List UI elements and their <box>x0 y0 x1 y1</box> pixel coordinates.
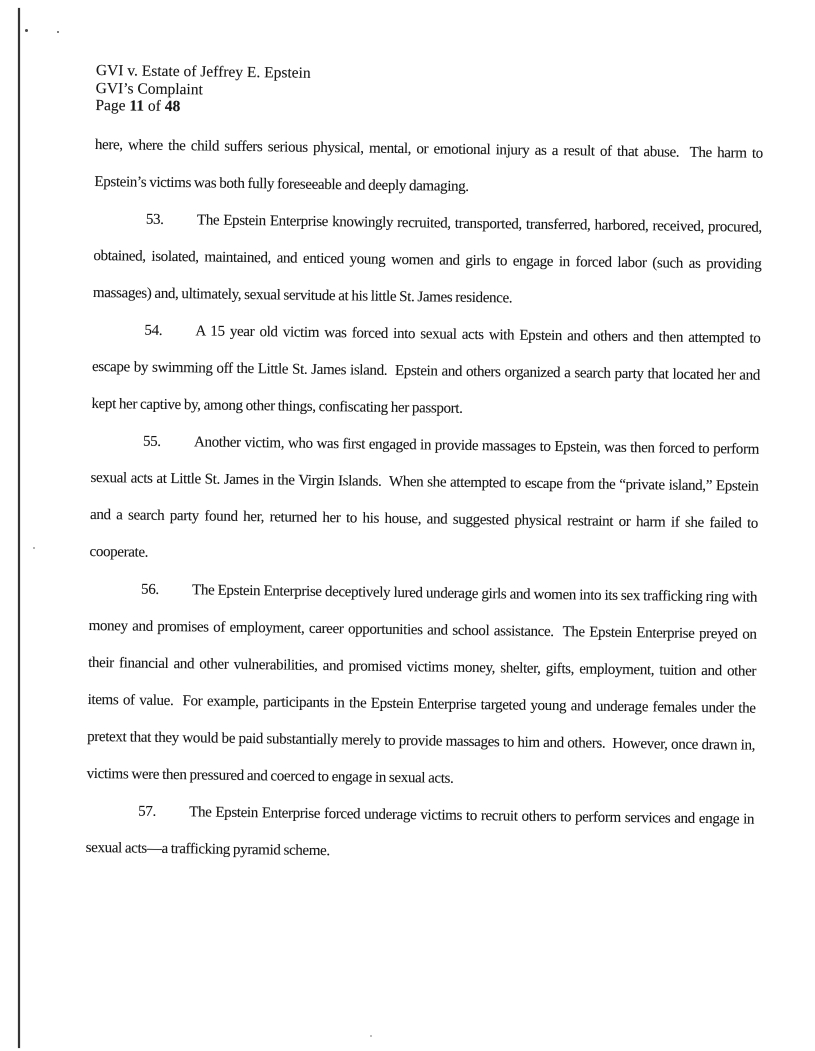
scan-speck <box>33 547 35 549</box>
paragraph-54 <box>91 311 764 431</box>
paragraph-text: The Epstein Enterprise knowingly recruited, transported, transferred, harbored, received, procured, obtained, isolated, maintained, and enticed young women and girls to engage in forced labor (such as providing massages) and, ultimately, sexual servitude at his little St. James residence. <box>92 211 766 306</box>
page-number: 11 <box>129 97 145 115</box>
paragraph-57 <box>85 792 758 875</box>
scan-speck <box>370 1035 372 1037</box>
paragraph-56 <box>86 570 761 801</box>
paragraph-number: 57. <box>138 803 157 820</box>
scan-speck <box>57 31 59 33</box>
paragraph-text: The Epstein Enterprise deceptively lured underage girls and women into its sex trafficking ring with money and promises of employment, career opportunities and school assistance. The Epstein Enterprise preyed on their financial and other vulnerabilities, and promised victims money, shelter, gifts, employment, tuition and other items of value. For example, participants in the Epstein Enterprise targeted young and underage females under the pretext that they would be paid substantially merely to provide massages to him and others. However, once drawn in, victims were then pressured and coerced to engage in sexual acts. <box>86 581 761 787</box>
paragraph-text: The Epstein Enterprise forced underage victims to recruit others to perform services and engage in sexual acts—a trafficking pyramid scheme. <box>85 803 758 859</box>
page-header <box>95 62 764 123</box>
page-word: Page <box>95 96 126 115</box>
scan-speck <box>25 29 28 32</box>
header-case-title: GVI v. Estate of Jeffrey E. Epstein <box>95 62 311 82</box>
paragraph-53 <box>92 200 766 320</box>
total-pages: 48 <box>164 97 181 116</box>
paragraph-number: 56. <box>140 581 159 598</box>
paragraph-number: 53. <box>145 211 164 228</box>
document-body <box>85 126 766 875</box>
paragraph-number: 54. <box>144 322 163 339</box>
scan-edge-line <box>18 8 20 1048</box>
paragraph-continuation: here, where the child suffers serious physical, mental, or emotional injury as a result of that abuse. The harm to Epstein’s victims was both fully foreseeable and deeply damaging. <box>94 136 766 195</box>
paragraph-text: Another victim, who was first engaged in provide massages to Epstein, was then forced to perform sexual acts at Little St. James in the Virgin Islands. When she attempted to escape from the “private island,” Epstein and a search party found her, returned her to his house, and suggested physical restraint or harm if she failed to cooperate. <box>89 433 763 561</box>
page-content <box>85 62 766 875</box>
of-word: of <box>147 97 162 115</box>
paragraph-55 <box>89 422 763 579</box>
paragraph-text: A 15 year old victim was forced into sexual acts with Epstein and others and then attempted to escape by swimming off the Little St. James island. Epstein and others organized a search party that located her and kept her captive by, among other things, confiscating her passport. <box>91 322 764 417</box>
header-document-title: GVI’s Complaint <box>95 79 203 98</box>
paragraph-number: 55. <box>142 433 161 450</box>
